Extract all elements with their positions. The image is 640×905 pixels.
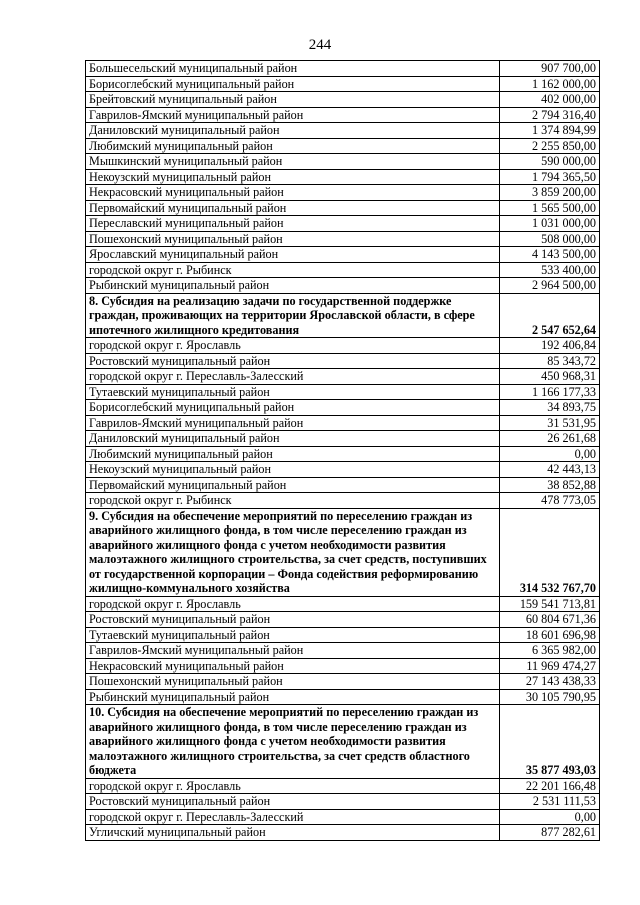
municipality-name: городской округ г. Ярославль: [86, 338, 500, 354]
amount: 30 105 790,95: [500, 689, 600, 705]
table-row: [86, 169, 600, 185]
table-row: [86, 596, 600, 612]
amount: 6 365 982,00: [500, 643, 600, 659]
table-row: [86, 185, 600, 201]
amount: 38 852,88: [500, 477, 600, 493]
amount: 1 162 000,00: [500, 76, 600, 92]
municipality-name: Ростовский муниципальный район: [86, 612, 500, 628]
amount: 2 964 500,00: [500, 278, 600, 294]
municipality-name: Брейтовский муниципальный район: [86, 92, 500, 108]
municipality-name: Борисоглебский муниципальный район: [86, 76, 500, 92]
municipality-name: Борисоглебский муниципальный район: [86, 400, 500, 416]
table-row: [86, 123, 600, 139]
amount: 192 406,84: [500, 338, 600, 354]
municipality-name: Ростовский муниципальный район: [86, 794, 500, 810]
table-row: [86, 643, 600, 659]
page-number: 244: [308, 37, 332, 53]
section-total: 2 547 652,64: [500, 293, 600, 338]
table-row: [86, 61, 600, 77]
municipality-name: Мышкинский муниципальный район: [86, 154, 500, 170]
municipality-name: Первомайский муниципальный район: [86, 477, 500, 493]
table-row: [86, 627, 600, 643]
amount: 4 143 500,00: [500, 247, 600, 263]
municipality-name: Некрасовский муниципальный район: [86, 658, 500, 674]
municipality-name: городской округ г. Рыбинск: [86, 493, 500, 509]
amount: 2 794 316,40: [500, 107, 600, 123]
amount: 60 804 671,36: [500, 612, 600, 628]
amount: 402 000,00: [500, 92, 600, 108]
section-title: 10. Субсидия на обеспечение мероприятий по переселению граждан из аварийного жилищного фонда, в том числе переселению граждан из аварийного жилищного фонда с учетом необходимости развития малоэтажного жилищного строительства, за счет средств областного бюджета: [86, 705, 500, 779]
municipality-name: Рыбинский муниципальный район: [86, 278, 500, 294]
table-row: [86, 247, 600, 263]
section-total: 314 532 767,70: [500, 508, 600, 596]
table-row: [86, 107, 600, 123]
municipality-name: Гаврилов-Ямский муниципальный район: [86, 107, 500, 123]
amount: 11 969 474,27: [500, 658, 600, 674]
amount: 1 166 177,33: [500, 384, 600, 400]
municipality-name: Пошехонский муниципальный район: [86, 231, 500, 247]
section-title: 8. Субсидия на реализацию задачи по государственной поддержке граждан, проживающих на территории Ярославской области, в сфере ипотечного жилищного кредитования: [86, 293, 500, 338]
municipality-name: городской округ г. Переславль-Залесский: [86, 369, 500, 385]
municipality-name: Гаврилов-Ямский муниципальный район: [86, 415, 500, 431]
table-row: [86, 338, 600, 354]
municipality-name: Некрасовский муниципальный район: [86, 185, 500, 201]
municipality-name: Любимский муниципальный район: [86, 138, 500, 154]
amount: 450 968,31: [500, 369, 600, 385]
table-row: [86, 138, 600, 154]
table-row: [86, 278, 600, 294]
amount: 27 143 438,33: [500, 674, 600, 690]
amount: 2 255 850,00: [500, 138, 600, 154]
table-row: [86, 92, 600, 108]
municipality-name: Даниловский муниципальный район: [86, 431, 500, 447]
amount: 590 000,00: [500, 154, 600, 170]
table-row: [86, 200, 600, 216]
municipality-name: городской округ г. Рыбинск: [86, 262, 500, 278]
table-row: [86, 462, 600, 478]
municipality-name: Тутаевский муниципальный район: [86, 384, 500, 400]
amount: 34 893,75: [500, 400, 600, 416]
table-row: [86, 231, 600, 247]
amount: 159 541 713,81: [500, 596, 600, 612]
table-row: [86, 809, 600, 825]
amount: 22 201 166,48: [500, 778, 600, 794]
amount: 0,00: [500, 446, 600, 462]
amount: 1 031 000,00: [500, 216, 600, 232]
table-row: [86, 658, 600, 674]
municipality-name: Переславский муниципальный район: [86, 216, 500, 232]
section-header-row: [86, 293, 600, 338]
amount: 85 343,72: [500, 353, 600, 369]
table-row: [86, 262, 600, 278]
table-row: [86, 415, 600, 431]
amount: 26 261,68: [500, 431, 600, 447]
section-title: 9. Субсидия на обеспечение мероприятий по переселению граждан из аварийного жилищного фонда, в том числе переселению граждан из аварийного жилищного фонда с учетом необходимости развития малоэтажного жилищного строительства, за счет средств, поступивших от государственной корпорации – Фонда содействия реформированию жилищно-коммунального хозяйства: [86, 508, 500, 596]
amount: 533 400,00: [500, 262, 600, 278]
amount: 478 773,05: [500, 493, 600, 509]
municipality-name: Рыбинский муниципальный район: [86, 689, 500, 705]
table-row: [86, 794, 600, 810]
municipality-name: городской округ г. Ярославль: [86, 596, 500, 612]
municipality-name: Тутаевский муниципальный район: [86, 627, 500, 643]
municipality-name: Некоузский муниципальный район: [86, 462, 500, 478]
amount: 1 794 365,50: [500, 169, 600, 185]
table-row: [86, 493, 600, 509]
table-row: [86, 674, 600, 690]
amount: 18 601 696,98: [500, 627, 600, 643]
table-row: [86, 384, 600, 400]
table-row: [86, 446, 600, 462]
amount: 1 565 500,00: [500, 200, 600, 216]
municipality-name: Большесельский муниципальный район: [86, 61, 500, 77]
table-row: [86, 76, 600, 92]
table-row: [86, 154, 600, 170]
table-row: [86, 400, 600, 416]
municipality-name: городской округ г. Ярославль: [86, 778, 500, 794]
amount: 42 443,13: [500, 462, 600, 478]
municipality-name: Некоузский муниципальный район: [86, 169, 500, 185]
table-row: [86, 778, 600, 794]
municipality-name: Ростовский муниципальный район: [86, 353, 500, 369]
table-row: [86, 431, 600, 447]
municipality-name: Даниловский муниципальный район: [86, 123, 500, 139]
table-row: [86, 369, 600, 385]
table-row: [86, 689, 600, 705]
subsidy-table-body: [86, 61, 600, 841]
municipality-name: Угличский муниципальный район: [86, 825, 500, 841]
table-row: [86, 353, 600, 369]
municipality-name: Любимский муниципальный район: [86, 446, 500, 462]
amount: 2 531 111,53: [500, 794, 600, 810]
subsidy-table: [85, 60, 600, 841]
municipality-name: Гаврилов-Ямский муниципальный район: [86, 643, 500, 659]
amount: 0,00: [500, 809, 600, 825]
amount: 3 859 200,00: [500, 185, 600, 201]
municipality-name: Первомайский муниципальный район: [86, 200, 500, 216]
municipality-name: Пошехонский муниципальный район: [86, 674, 500, 690]
amount: 508 000,00: [500, 231, 600, 247]
amount: 907 700,00: [500, 61, 600, 77]
section-header-row: [86, 705, 600, 779]
section-header-row: [86, 508, 600, 596]
section-total: 35 877 493,03: [500, 705, 600, 779]
table-row: [86, 612, 600, 628]
table-row: [86, 216, 600, 232]
amount: 31 531,95: [500, 415, 600, 431]
amount: 877 282,61: [500, 825, 600, 841]
municipality-name: Ярославский муниципальный район: [86, 247, 500, 263]
table-row: [86, 825, 600, 841]
municipality-name: городской округ г. Переславль-Залесский: [86, 809, 500, 825]
table-row: [86, 477, 600, 493]
amount: 1 374 894,99: [500, 123, 600, 139]
